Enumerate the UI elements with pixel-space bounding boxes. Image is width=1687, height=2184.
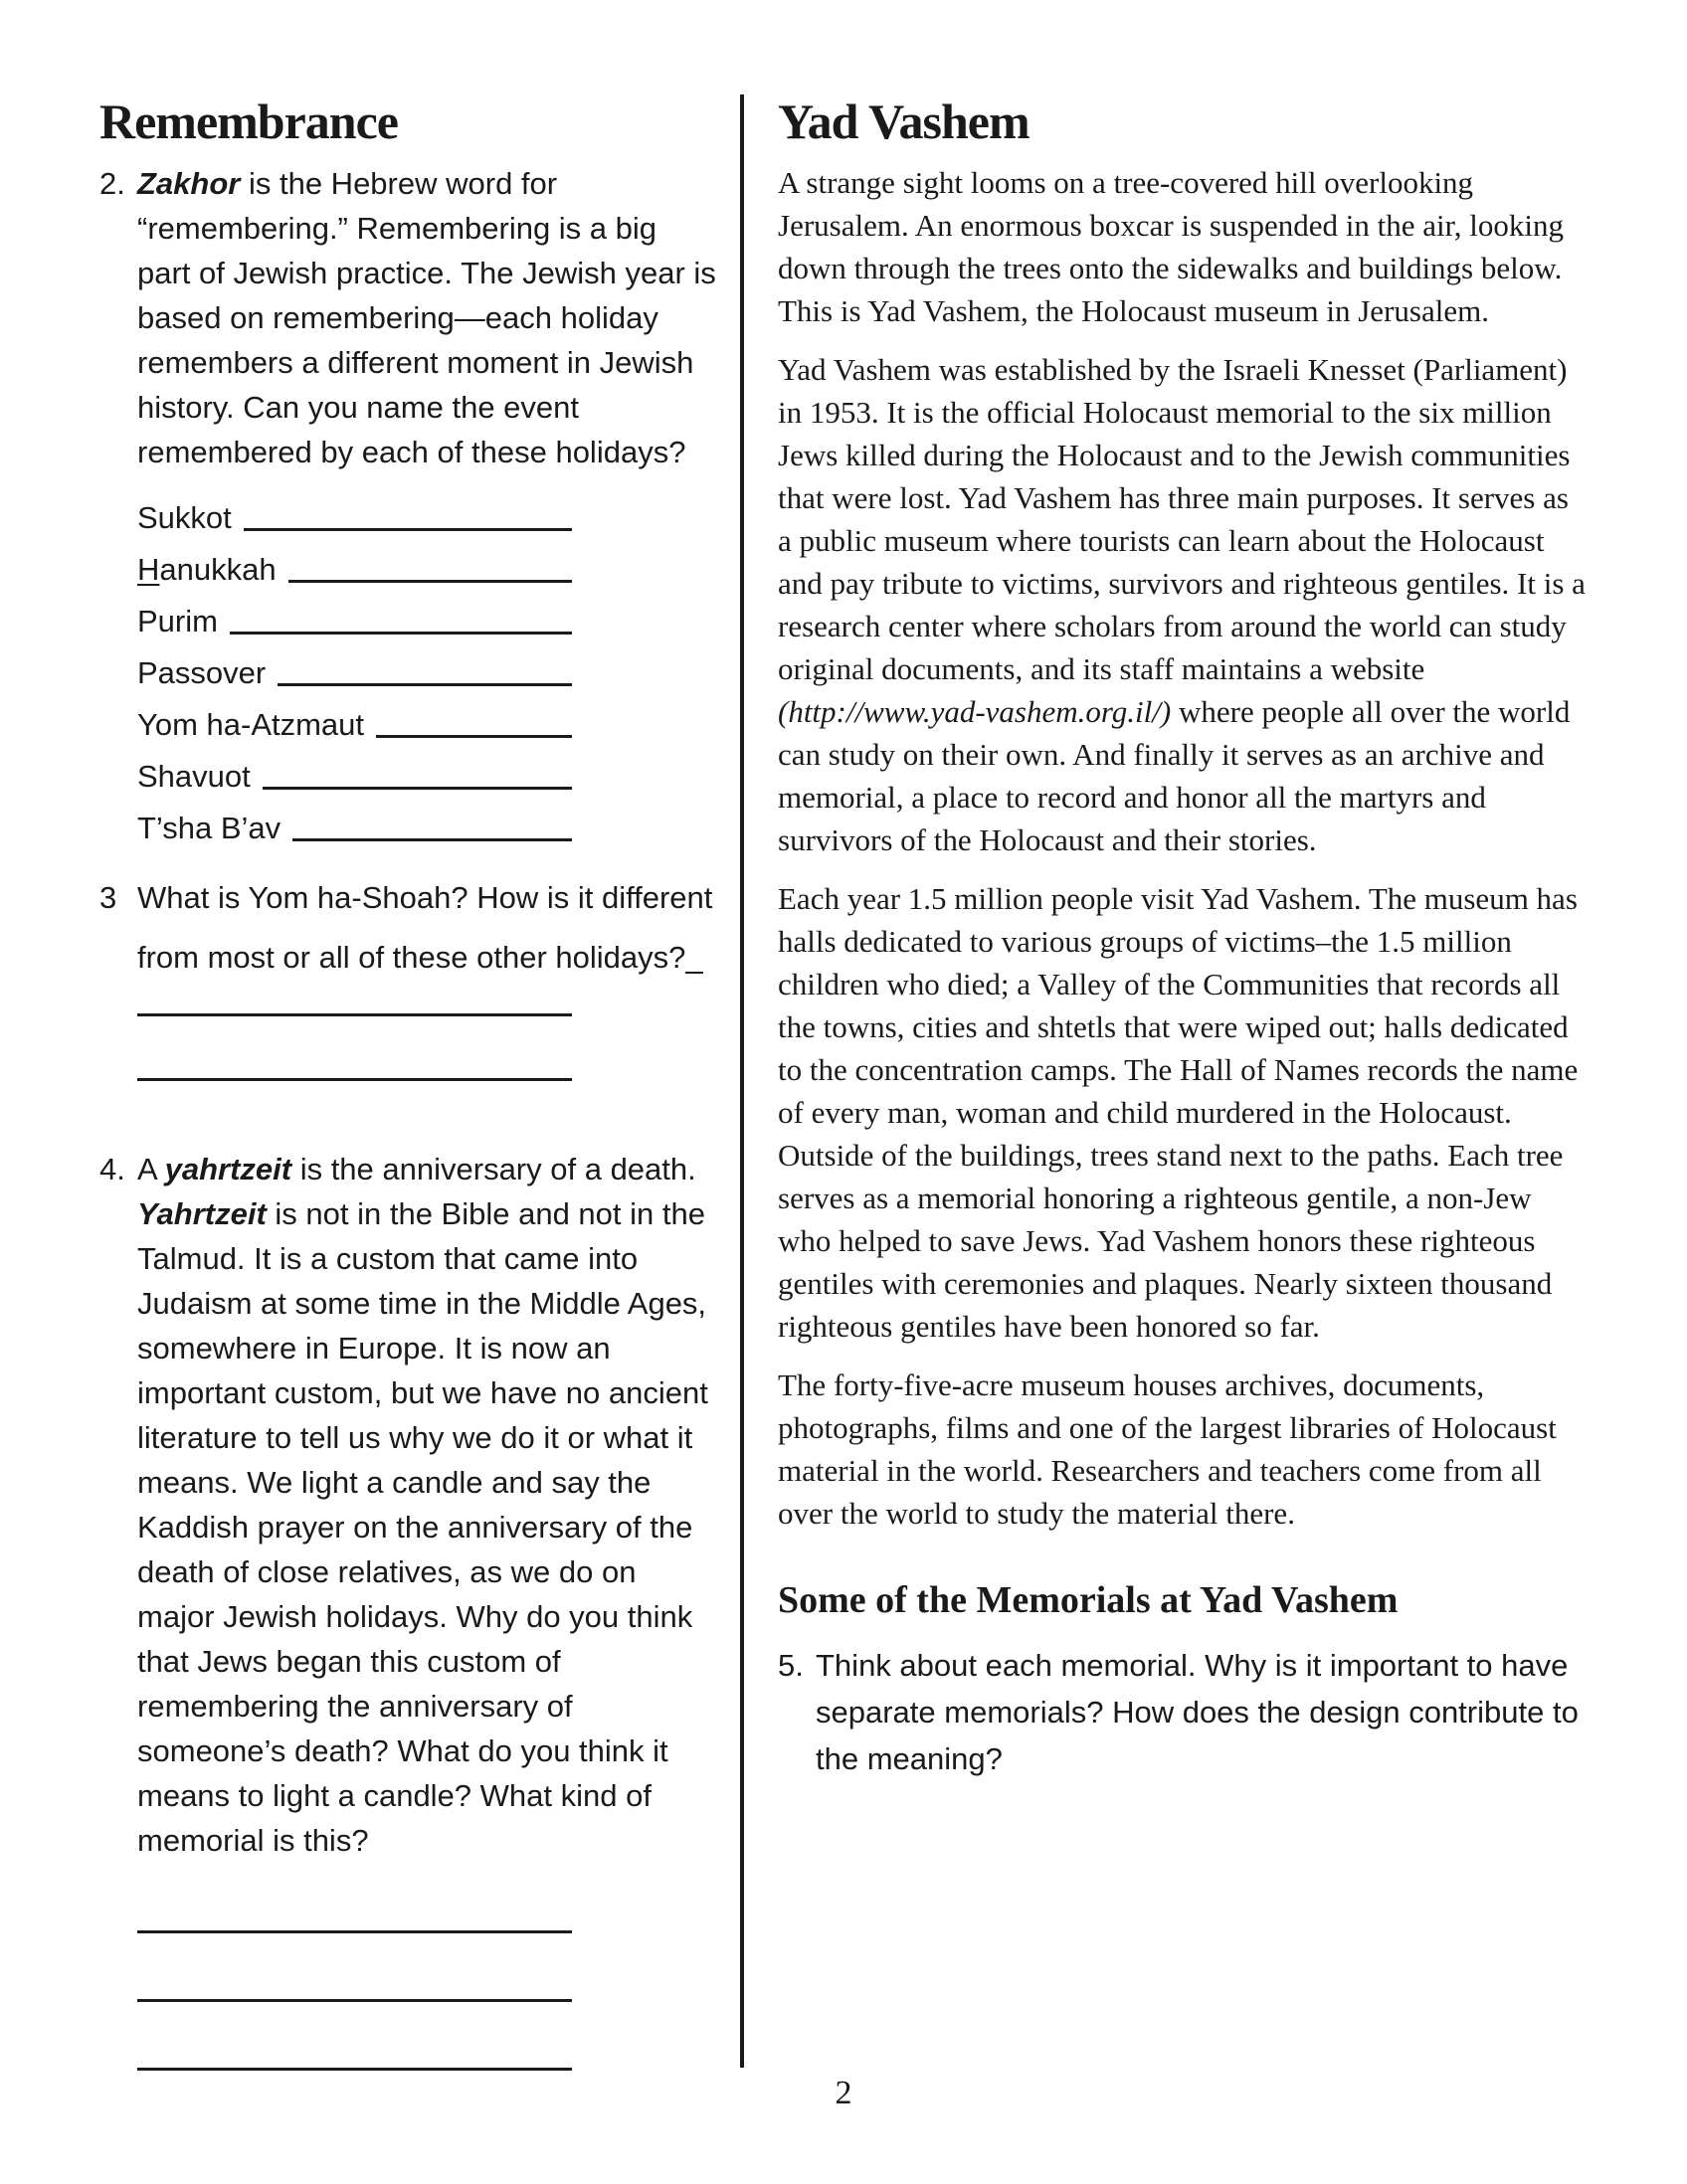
holiday-row — [137, 693, 572, 745]
question-3-text: What is Yom ha-Shoah? How is it different from most or all of these other holidays?_ — [137, 880, 713, 975]
question-5 — [778, 1642, 1586, 1782]
holiday-label: Purim — [137, 604, 218, 638]
question-5-text: Think about each memorial. Why is it important to have separate memorials? How does the design contribute to the meaning? — [816, 1648, 1579, 1776]
column-divider-rule — [740, 94, 744, 2068]
answer-blank-line — [137, 2002, 572, 2071]
right-column-heading: Yad Vashem — [778, 93, 1030, 149]
holiday-label: Hanukkah — [137, 552, 277, 587]
answer-blank-line — [137, 1863, 572, 1933]
memorials-subheading: Some of the Memorials at Yad Vashem — [778, 1579, 1399, 1621]
holiday-label: Yom ha-Atzmaut — [137, 707, 365, 742]
holiday-list — [137, 486, 572, 848]
question-3-number: 3 — [99, 880, 117, 915]
article-paragraph: The forty-five-acre museum houses archives, documents, photographs, films and one of the largest libraries of Holocaust material in the world. Researchers and teachers come from all over the world to study the material there. — [778, 1367, 1557, 1531]
question-3-answer-blanks — [137, 988, 572, 1081]
answer-blank-line — [288, 580, 572, 583]
question-5-number: 5. — [778, 1648, 804, 1683]
holiday-row — [137, 641, 572, 693]
question-4 — [99, 1147, 718, 1863]
holiday-row — [137, 538, 572, 590]
left-column — [99, 94, 718, 2071]
question-3 — [99, 868, 718, 988]
holiday-row — [137, 590, 572, 641]
article-paragraph: Each year 1.5 million people visit Yad Vashem. The museum has halls dedicated to various groups of victims–the 1.5 million children who died; a Valley of the Communities that records all the towns, cities and shtetls that were wiped out; halls dedicated to the concentration camps. The Hall of Names records the name of every man, woman and child murdered in the Holocaust. Outside of the buildings, trees stand next to the paths. Each tree serves as a memorial honoring a righteous gentile, a non-Jew who helped to save Jews. Yad Vashem honors these righteous gentiles with ceremonies and plaques. Nearly sixteen thousand righteous gentiles have been honored so far. — [778, 881, 1579, 1344]
answer-blank-line — [137, 1933, 572, 2002]
holiday-row — [137, 486, 572, 538]
holiday-row — [137, 797, 572, 848]
holiday-label: Shavuot — [137, 759, 251, 794]
left-column-heading: Remembrance — [99, 93, 398, 149]
holiday-label: T’sha B’av — [137, 811, 281, 845]
question-4-answer-blanks — [137, 1863, 572, 2071]
answer-blank-line — [376, 735, 572, 738]
answer-blank-line — [230, 632, 572, 635]
answer-blank-line — [137, 988, 572, 1016]
right-column — [778, 94, 1586, 1782]
holiday-row — [137, 745, 572, 797]
question-2 — [99, 161, 718, 474]
holiday-label: Sukkot — [137, 500, 232, 535]
article-paragraph: A strange sight looms on a tree-covered hill overlooking Jerusalem. An enormous boxcar is suspended in the air, looking down through the trees onto the sidewalks and buildings below. This is Yad Vashem, the Holocaust museum in Jerusalem. — [778, 165, 1564, 328]
answer-blank-line — [278, 683, 572, 686]
question-2-text: Zakhor is the Hebrew word for “remembering.” Remembering is a big part of Jewish practice. The Jewish year is based on remembering—each holiday remembers a different moment in Jewish history. Can you name the event remembered by each of these holidays? — [137, 166, 716, 469]
question-4-number: 4. — [99, 1152, 125, 1186]
question-2-number: 2. — [99, 166, 125, 201]
page-number: 2 — [835, 2075, 852, 2111]
article-paragraph: Yad Vashem was established by the Israeli Knesset (Parliament) in 1953. It is the official Holocaust memorial to the six million Jews killed during the Holocaust and to the Jewish communities that were lost. Yad Vashem has three main purposes. It serves as a public museum where tourists can learn about the Holocaust and pay tribute to victims, survivors and righteous gentiles. It is a research center where scholars from around the world can study original documents, and its staff maintains a website (http://www.yad-vashem.org.il/) where people all over the world can study on their own. And finally it serves as an archive and memorial, a place to record and honor all the martyrs and survivors of the Holocaust and their stories. — [778, 352, 1586, 857]
holiday-label: Passover — [137, 655, 267, 690]
answer-blank-line — [244, 528, 572, 531]
question-4-text: A yahrtzeit is the anniversary of a death. Yahrtzeit is not in the Bible and not in the Talmud. It is a custom that came into Judaism at some time in the Middle Ages, somewhere in Europe. It is now an important custom, but we have no ancient literature to tell us why we do it or what it means. We light a candle and say the Kaddish prayer on the anniversary of the death of close relatives, as we do on major Jewish holidays. Why do you think that Jews began this custom of remembering the anniversary of someone’s death? What do you think it means to light a candle? What kind of memorial is this? — [137, 1152, 708, 1858]
answer-blank-line — [137, 1016, 572, 1081]
answer-blank-line — [292, 838, 572, 841]
answer-blank-line — [263, 787, 572, 790]
